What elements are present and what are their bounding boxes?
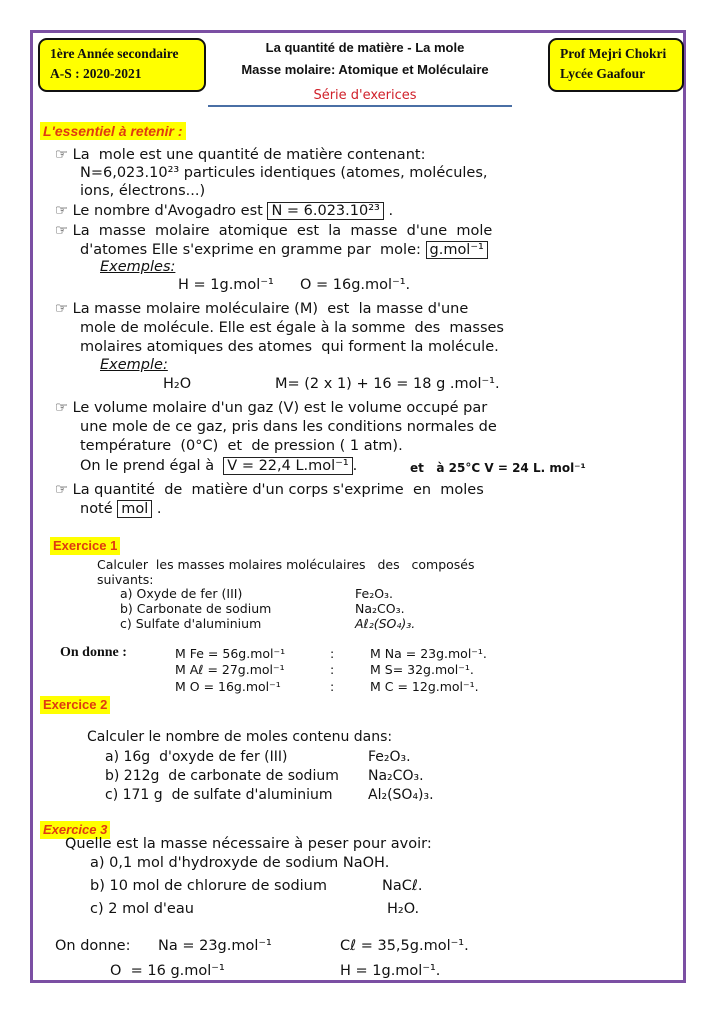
text: La quantité de matière d'un corps s'exprime en moles [72,482,484,498]
given-al: M Aℓ = 27g.mol⁻¹ [175,662,285,677]
exercise-2-item-a: a) 16g d'oxyde de fer (III) [105,749,288,765]
given-o: M O = 16g.mol⁻¹ [175,679,281,694]
separator: : [330,662,335,677]
given-cl: Cℓ = 35,5g.mol⁻¹. [340,938,469,954]
school-year: A-S : 2020-2021 [50,66,142,81]
teacher-name: Prof Mejri Chokri [560,46,667,61]
pointing-hand-icon: ☞ [55,223,68,239]
exercise-3-intro: Quelle est la masse nécessaire à peser pour avoir: [65,836,432,852]
molar-volume-box: V = 22,4 L.mol⁻¹ [223,457,352,475]
class-info-box [38,38,206,92]
exercise-1-item-b: b) Carbonate de sodium [120,601,272,616]
point-3 [55,222,492,240]
point-6 [55,481,484,499]
text: noté [80,501,118,517]
text: . [152,501,162,517]
exercise-2-heading: Exercice 2 [40,696,110,714]
example-h: H = 1g.mol⁻¹ [178,277,274,293]
doc-subtitle: Masse molaire: Atomique et Moléculaire [241,62,489,77]
exercise-2-item-c: c) 171 g de sulfate d'aluminium [105,787,333,803]
text: On le prend égal à [80,458,224,474]
separator: : [330,679,335,694]
pointing-hand-icon: ☞ [55,482,68,498]
formula: Aℓ₂(SO₄)₃. [355,616,416,631]
formula: Na₂CO₃. [355,601,405,616]
class-level: 1ère Année secondaire [50,46,179,61]
point-1 [55,146,425,164]
formula: Fe₂O₃. [355,586,394,601]
text: La masse molaire atomique est la masse d'une mole [72,223,493,239]
exercise-1-item-c: c) Sulfate d'aluminium [120,616,262,631]
given-na: Na = 23g.mol⁻¹ [158,938,272,954]
exercise-1-intro: Calculer les masses molaires moléculaires des composés [97,557,475,572]
text-line: température (0°C) et de pression ( 1 atm). [80,438,403,454]
text: Le nombre d'Avogadro est [72,203,268,219]
point-4 [55,300,468,318]
example-label: Exemple: [100,357,168,373]
text-line: molaires atomiques des atomes qui forment la molécule. [80,339,499,355]
exercise-2-item-b: b) 212g de carbonate de sodium [105,768,339,784]
text-line: ions, électrons...) [80,183,206,199]
formula: H₂O. [387,901,420,917]
doc-title: La quantité de matière - La mole [265,40,465,55]
text-line [80,241,488,259]
title-underline [208,105,512,107]
text: . [352,458,358,474]
text: d'atomes Elle s'exprime en gramme par mole: [80,242,426,258]
pointing-hand-icon: ☞ [55,203,68,219]
given-c: M C = 12g.mol⁻¹. [370,679,479,694]
text: Le volume molaire d'un gaz (V) est le volume occupé par [72,400,488,416]
exercise-3-heading: Exercice 3 [40,821,110,839]
example-h2o: H₂O [163,376,192,392]
given-o: O = 16 g.mol⁻¹ [110,963,225,979]
text: La mole est une quantité de matière contenant: [72,147,426,163]
molar-volume-25c: et à 25°C V = 24 L. mol⁻¹ [410,461,586,475]
text-line [80,457,357,475]
formula: Al₂(SO₄)₃. [368,787,434,803]
unit-box: g.mol⁻¹ [426,241,488,259]
given-fe: M Fe = 56g.mol⁻¹ [175,646,286,661]
pointing-hand-icon: ☞ [55,147,68,163]
avogadro-box: N = 6.023.10²³ [267,202,383,220]
given-s: M S= 32g.mol⁻¹. [370,662,474,677]
exercise-3-item-c: c) 2 mol d'eau [90,901,194,917]
point-5 [55,399,487,417]
school-name: Lycée Gaafour [560,66,646,81]
given-label: On donne : [60,645,127,660]
section-heading-essentiel: L'essentiel à retenir : [40,122,186,140]
example-calc: M= (2 x 1) + 16 = 18 g .mol⁻¹. [275,376,500,392]
examples-label: Exemples: [100,259,176,275]
text-line: mole de molécule. Elle est égale à la somme des masses [80,320,504,336]
exercise-3-item-a: a) 0,1 mol d'hydroxyde de sodium NaOH. [90,855,390,871]
exercise-2-intro: Calculer le nombre de moles contenu dans: [87,729,393,745]
text-line: N=6,023.10²³ particules identiques (atomes, molécules, [80,165,488,181]
exercise-3-item-b: b) 10 mol de chlorure de sodium [90,878,327,894]
given-h: H = 1g.mol⁻¹. [340,963,441,979]
given-label-3: On donne: [55,938,131,954]
teacher-box [548,38,684,92]
formula: Fe₂O₃. [368,749,411,765]
pointing-hand-icon: ☞ [55,301,68,317]
exercise-1-heading: Exercice 1 [50,537,120,555]
formula: Na₂CO₃. [368,768,424,784]
text: . [383,203,394,219]
exercise-1-intro: suivants: [97,572,154,587]
example-o: O = 16g.mol⁻¹. [300,277,411,293]
pointing-hand-icon: ☞ [55,400,68,416]
formula: NaCℓ. [382,878,423,894]
text-line [80,500,162,518]
series-label: Série d'exerices [313,88,417,103]
mol-box: mol [117,500,152,518]
separator: : [330,646,335,661]
text-line: une mole de ce gaz, pris dans les conditions normales de [80,419,497,435]
point-2 [55,202,393,220]
text: La masse molaire moléculaire (M) est la masse d'une [72,301,469,317]
given-na: M Na = 23g.mol⁻¹. [370,646,487,661]
exercise-1-item-a: a) Oxyde de fer (III) [120,586,243,601]
